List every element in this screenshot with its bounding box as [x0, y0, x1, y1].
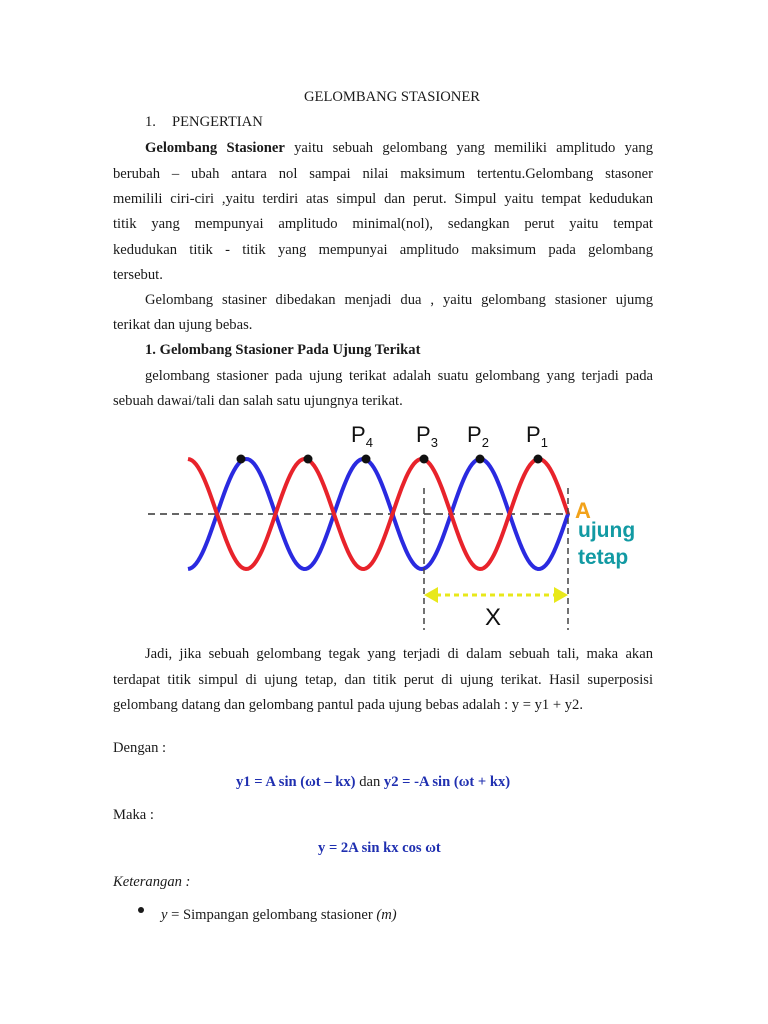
- distance-arrow-right-head: [554, 587, 568, 603]
- antinode-point: [420, 455, 429, 464]
- para2-line2: terikat dan ujung bebas.: [113, 317, 253, 333]
- label-tetap: tetap: [578, 546, 629, 569]
- para2-line1: Gelombang stasiner dibedakan menjadi dua , yaitu gelombang stasioner ujumg: [145, 292, 653, 308]
- label-a: A: [575, 498, 591, 523]
- para1-line6: tersebut.: [113, 267, 163, 283]
- para1-line3: memilili ciri-ciri ,yaitu terdiri atas simpul dan perut. Simpul yaitu tempat kedudukan: [113, 191, 653, 207]
- equation-y2: y2 = -A sin (ωt + kx): [383, 774, 511, 790]
- equation-dan: dan: [355, 774, 384, 790]
- equation-1: [236, 773, 510, 791]
- antinode-point: [534, 455, 543, 464]
- dengan-label: Dengan :: [113, 740, 167, 756]
- para3-line1: gelombang stasioner pada ujung terikat adalah suatu gelombang yang terjadi pada: [145, 368, 653, 384]
- para4-line2: terdapat titik simpul di ujung tetap, dan titik perut di ujung terikat. Hasil superposisi: [113, 672, 653, 688]
- para1-line1: [145, 139, 653, 157]
- label-p3: $P_3$: [416, 422, 438, 450]
- equation-y1: y1 = A sin (ωt – kx): [236, 774, 356, 790]
- label-ujung: ujung: [578, 519, 636, 542]
- equation-result: y = 2A sin kx cos ωt: [318, 840, 441, 856]
- bullet-unit: (m): [376, 907, 397, 923]
- para3-line2: sebuah dawai/tali dan salah satu ujungnya terikat.: [113, 393, 403, 409]
- para4-line1: Jadi, jika sebuah gelombang tegak yang terjadi di dalam sebuah tali, maka akan: [145, 646, 653, 662]
- antinode-point: [304, 455, 313, 464]
- para1-line1-rest: yaitu sebuah gelombang yang memiliki amplitudo yang: [284, 140, 654, 156]
- antinode-point: [237, 455, 246, 464]
- label-p4: $P_4$: [351, 422, 373, 450]
- keterangan-label: Keterangan :: [113, 874, 191, 890]
- term-bold: Gelombang Stasioner: [145, 140, 285, 156]
- bullet-item-y: [161, 906, 397, 924]
- para1-line5: kedudukan titik - titik yang mempunyai amplitudo maksimum pada gelombang: [113, 242, 653, 258]
- section-heading: PENGERTIAN: [172, 114, 263, 130]
- subheading: 1. Gelombang Stasioner Pada Ujung Terikat: [145, 342, 421, 358]
- para4-line3: gelombang datang dan gelombang pantul pada ujung bebas adalah : y = y1 + y2.: [113, 697, 583, 713]
- standing-wave-diagram: [140, 420, 650, 635]
- distance-arrow-left-head: [424, 587, 438, 603]
- antinode-point: [476, 455, 485, 464]
- para1-line2: berubah – ubah antara nol sampai nilai maksimum tertentu.Gelombang stasoner: [113, 166, 653, 182]
- section-number: 1.: [145, 114, 156, 130]
- bullet-icon: [138, 907, 144, 913]
- para1-line4: titik yang mempunyai amplitudo minimal(nol), sedangkan perut yaitu tempat: [113, 216, 653, 232]
- maka-label: Maka :: [113, 807, 154, 823]
- label-p1: $P_1$: [526, 422, 548, 450]
- label-x: X: [485, 604, 502, 631]
- label-p2: $P_2$: [467, 422, 489, 450]
- bullet-var: y: [161, 907, 168, 923]
- antinode-point: [362, 455, 371, 464]
- bullet-text: = Simpangan gelombang stasioner: [167, 907, 377, 923]
- document-title: GELOMBANG STASIONER: [304, 89, 480, 105]
